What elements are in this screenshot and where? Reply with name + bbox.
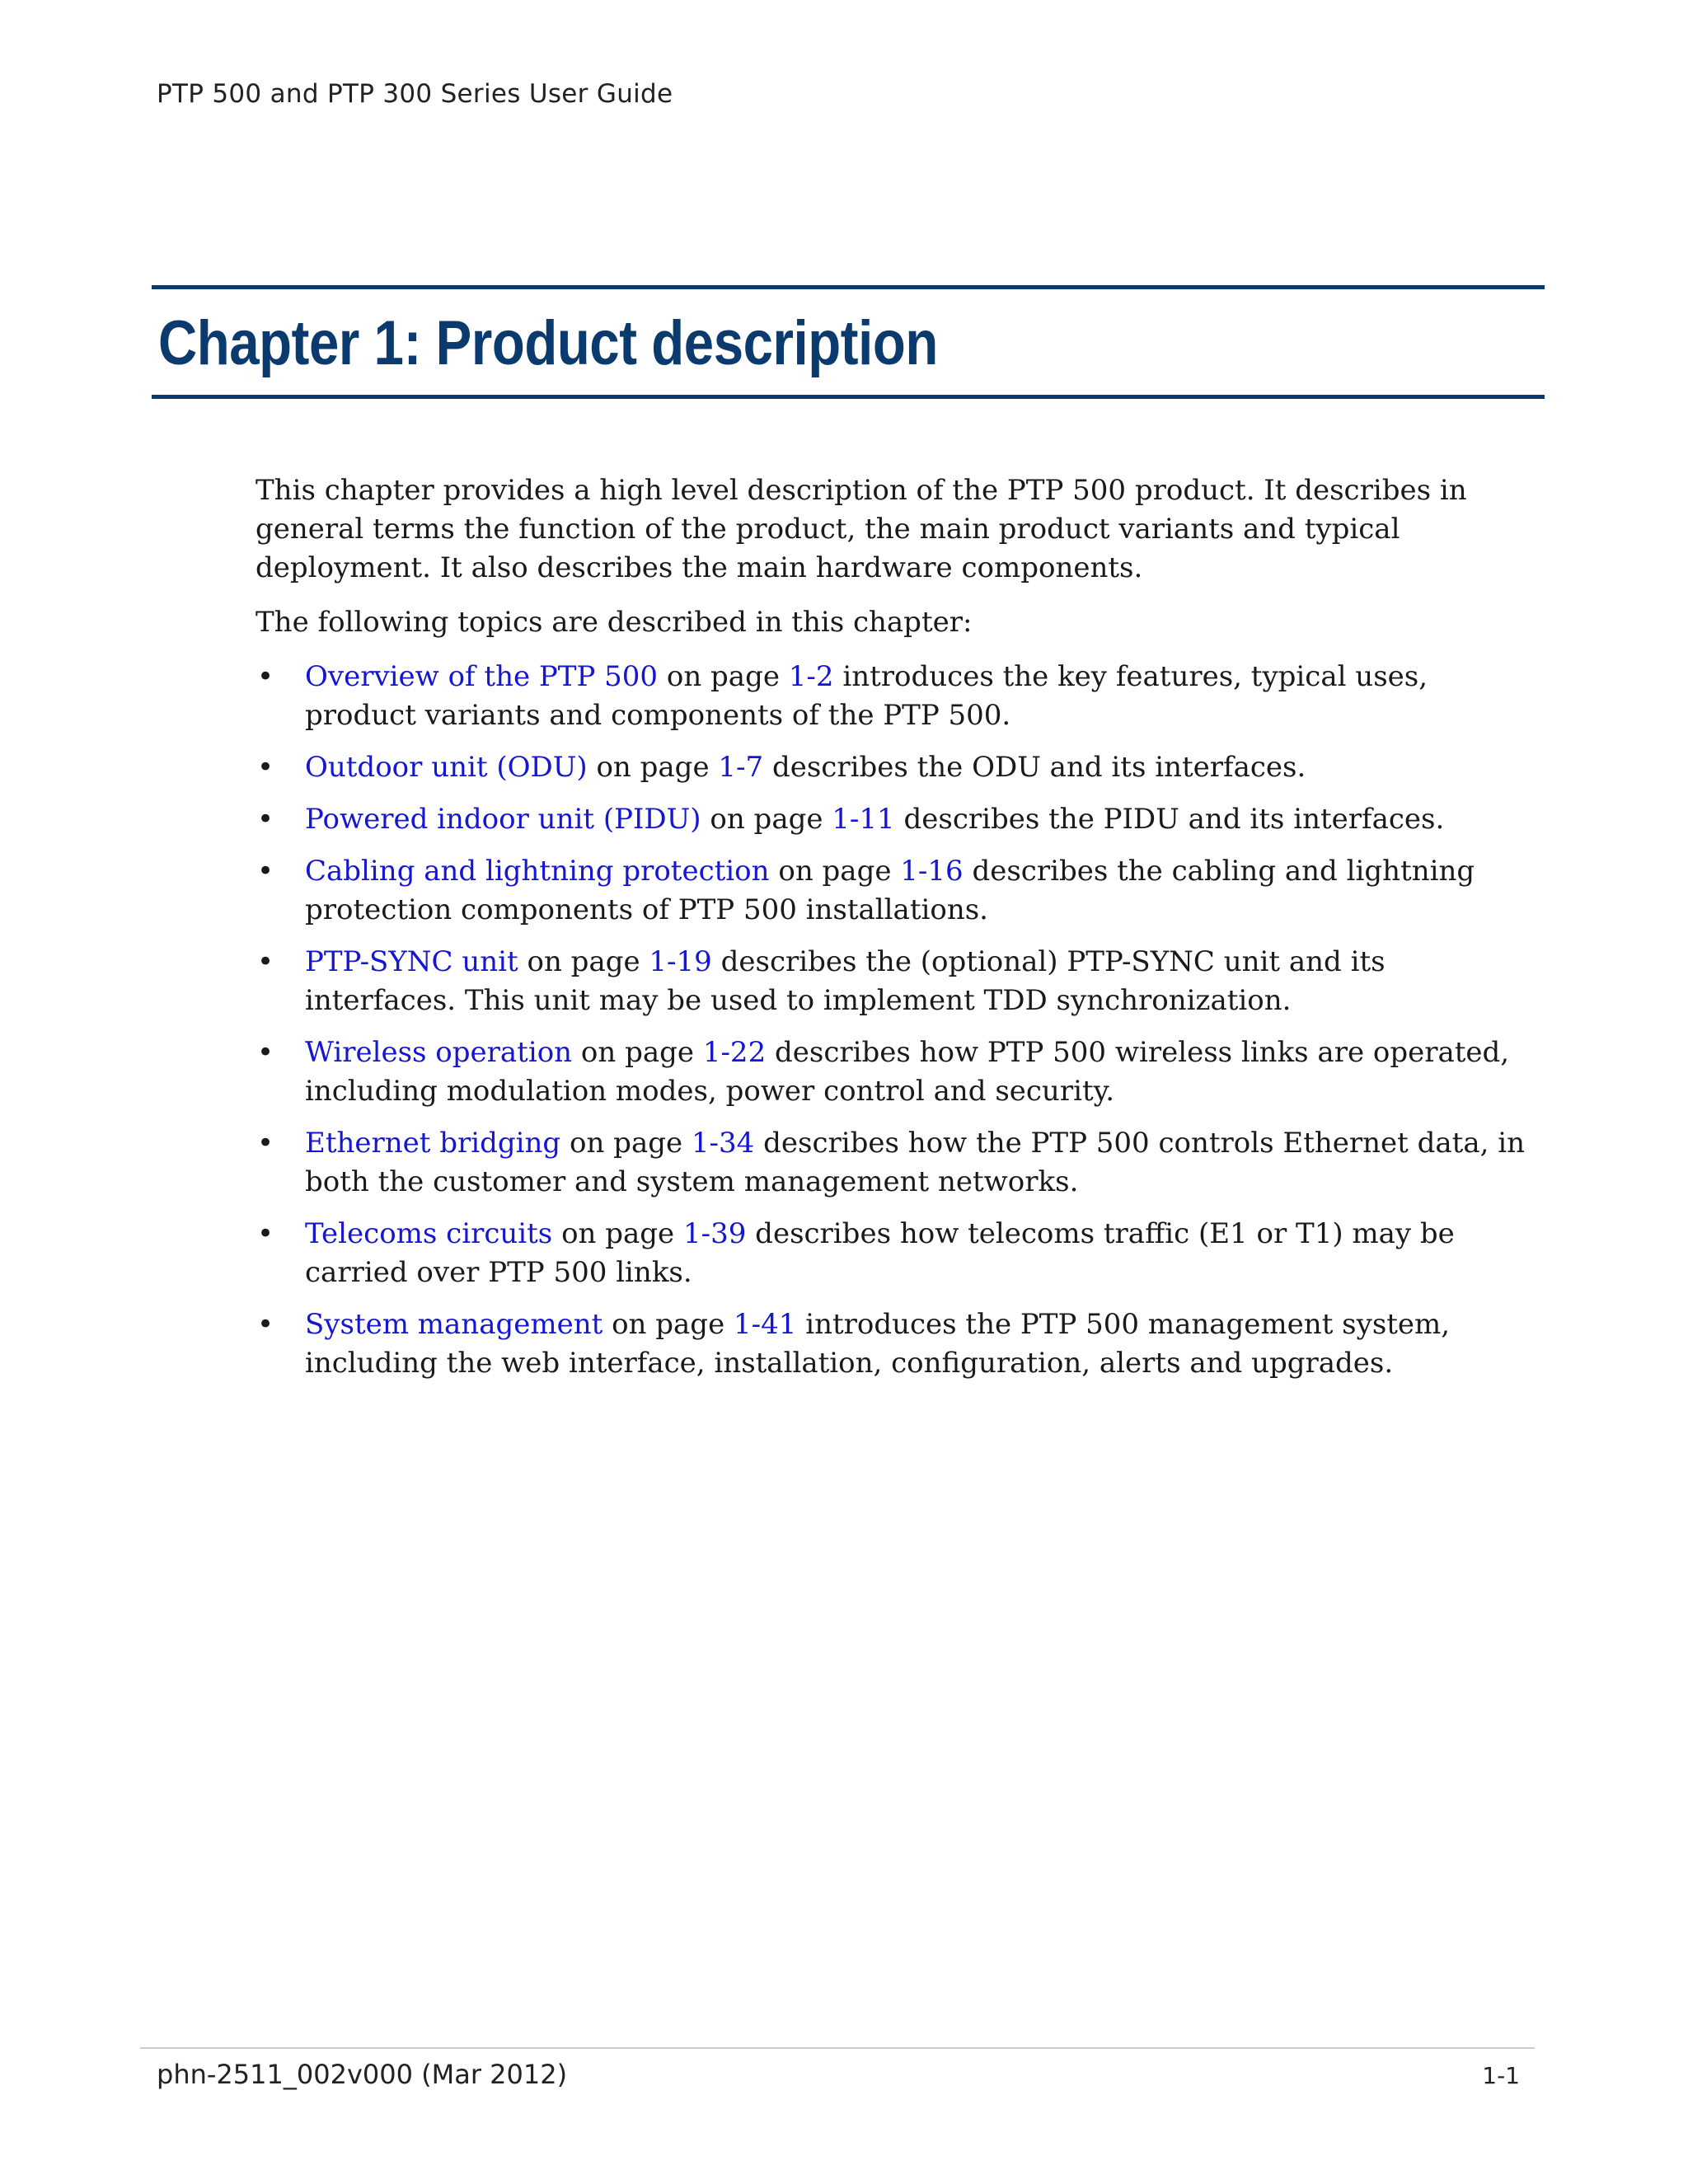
on-page-text: on page	[560, 1127, 692, 1160]
topics-lead: The following topics are described in this chapter:	[256, 606, 973, 639]
topic-description: describes how the PTP 500 controls Ethernet data, in both the customer and system management networks.	[305, 1127, 1525, 1198]
bullet-icon: •	[257, 1036, 274, 1069]
on-page-text: on page	[587, 751, 719, 784]
chapter-body	[256, 471, 1541, 1396]
topic-link-pidu[interactable]: Powered indoor unit (PIDU)	[305, 803, 701, 836]
bullet-icon: •	[257, 1127, 274, 1160]
topic-description: describes the cabling and lightning protection components of PTP 500 installations.	[305, 855, 1475, 926]
topic-link-telecoms[interactable]: Telecoms circuits	[305, 1217, 553, 1250]
on-page-text: on page	[552, 1217, 683, 1250]
bullet-icon: •	[257, 751, 274, 784]
list-item	[256, 1215, 1541, 1292]
topic-link-cabling[interactable]: Cabling and lightning protection	[305, 855, 770, 888]
on-page-text: on page	[658, 660, 789, 693]
on-page-text: on page	[518, 945, 649, 978]
bullet-icon: •	[257, 855, 274, 888]
bullet-icon: •	[257, 1308, 274, 1341]
topic-description: introduces the PTP 500 management system, including the web interface, installation, configuration, alerts and upgrades.	[305, 1308, 1451, 1380]
topic-description: describes how telecoms traffic (E1 or T1) may be carried over PTP 500 links.	[305, 1217, 1455, 1289]
running-header: PTP 500 and PTP 300 Series User Guide	[157, 79, 673, 109]
on-page-text: on page	[572, 1036, 703, 1069]
page-ref-link[interactable]: 1-34	[691, 1127, 755, 1160]
page-ref-link[interactable]: 1-7	[718, 751, 764, 784]
list-item	[256, 943, 1541, 1020]
topic-link-odu[interactable]: Outdoor unit (ODU)	[305, 751, 588, 784]
bullet-icon: •	[257, 1217, 274, 1250]
list-item	[256, 748, 1541, 787]
footer-divider	[140, 2047, 1535, 2049]
bullet-icon: •	[257, 945, 274, 978]
topic-list	[256, 658, 1541, 1383]
list-item	[256, 1124, 1541, 1202]
chapter-heading-block	[152, 285, 1545, 399]
topic-link-wireless[interactable]: Wireless operation	[305, 1036, 573, 1069]
footer-doc-id: phn-2511_002v000 (Mar 2012)	[157, 2059, 568, 2090]
list-item	[256, 800, 1541, 839]
list-item	[256, 1305, 1541, 1383]
list-item	[256, 658, 1541, 735]
topic-description: describes the ODU and its interfaces.	[763, 751, 1306, 784]
page-ref-link[interactable]: 1-22	[702, 1036, 767, 1069]
topic-description: describes the (optional) PTP-SYNC unit and its interfaces. This unit may be used to implement TDD synchronization.	[305, 945, 1386, 1017]
bullet-icon: •	[257, 803, 274, 836]
page-ref-link[interactable]: 1-11	[832, 803, 895, 836]
list-item	[256, 1033, 1541, 1111]
list-item	[256, 852, 1541, 930]
page-ref-link[interactable]: 1-19	[649, 945, 712, 978]
topic-link-ethernet[interactable]: Ethernet bridging	[305, 1127, 561, 1160]
page-ref-link[interactable]: 1-16	[900, 855, 964, 888]
topic-description: describes the PIDU and its interfaces.	[894, 803, 1445, 836]
page-ref-link[interactable]: 1-2	[788, 660, 834, 693]
bullet-icon: •	[257, 660, 274, 693]
on-page-text: on page	[769, 855, 901, 888]
on-page-text: on page	[603, 1308, 734, 1341]
intro-paragraph: This chapter provides a high level description of the PTP 500 product. It describes in general terms the function of the product, the main product variants and typical deployment. It also describes the main hardware components.	[256, 474, 1467, 584]
chapter-title: Chapter 1: Product description	[158, 308, 938, 378]
topic-description: describes how PTP 500 wireless links are operated, including modulation modes, power control and security.	[305, 1036, 1510, 1108]
on-page-text: on page	[701, 803, 832, 836]
page-ref-link[interactable]: 1-39	[682, 1217, 747, 1250]
topic-link-ptp-sync[interactable]: PTP-SYNC unit	[305, 945, 518, 978]
page-ref-link[interactable]: 1-41	[734, 1308, 797, 1341]
topic-description: introduces the key features, typical uses, product variants and components of the PTP 500.	[305, 660, 1428, 732]
topic-link-system-management[interactable]: System management	[305, 1308, 603, 1341]
topic-link-overview[interactable]: Overview of the PTP 500	[305, 660, 659, 693]
footer-page-number: 1-1	[1482, 2062, 1520, 2089]
